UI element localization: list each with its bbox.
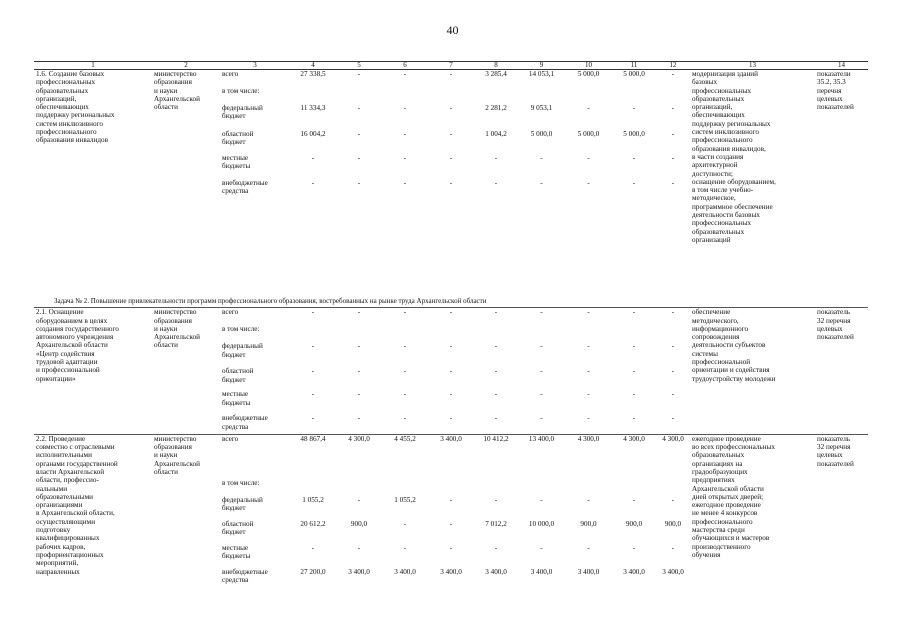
column-number: 8 xyxy=(474,62,518,70)
activity-executor: министерство образования и науки Архангельской области xyxy=(154,70,200,112)
funding-value: - xyxy=(540,154,543,162)
funding-value: - xyxy=(449,414,453,423)
funding-value: - xyxy=(449,519,453,528)
funding-value: - xyxy=(357,154,361,162)
activity-name: 2.1. Оснащение оборудованием в целях создания государственного автономного учреждения Архангельской области «Центр содействия трудовой адаптации и профессиональной ориентации» xyxy=(36,308,119,383)
funding-value: - xyxy=(632,154,636,162)
funding-value: 9 053,1 xyxy=(530,104,553,112)
funding-row xyxy=(34,435,868,479)
funding-value xyxy=(382,325,428,342)
funding-value: - xyxy=(403,104,407,112)
funding-source: областной бюджет xyxy=(222,367,254,384)
funding-source: федеральный бюджет xyxy=(222,495,263,513)
funding-value: - xyxy=(494,414,498,423)
funding-value: 5 000,0 xyxy=(577,130,600,138)
column-number: 2 xyxy=(152,62,220,70)
funding-value xyxy=(518,479,565,496)
funding-value: - xyxy=(632,495,636,504)
funding-value: - xyxy=(311,543,315,552)
funding-source: всего xyxy=(222,434,239,443)
funding-value: - xyxy=(357,104,361,112)
funding-value: - xyxy=(671,179,675,187)
column-number: 7 xyxy=(428,62,474,70)
funding-value: 3 400,0 xyxy=(577,567,600,576)
funding-value: - xyxy=(494,495,498,504)
funding-value: - xyxy=(632,308,636,317)
funding-value: - xyxy=(632,543,636,552)
column-number: 9 xyxy=(518,62,565,70)
funding-value: 900,0 xyxy=(350,519,368,528)
funding-value: - xyxy=(632,342,636,351)
funding-value: 4 300,0 xyxy=(577,434,600,443)
funding-value: - xyxy=(494,543,498,552)
task-heading-row xyxy=(34,289,868,308)
funding-value xyxy=(656,87,690,104)
funding-source: местные бюджеты xyxy=(222,154,251,171)
funding-value: - xyxy=(632,390,636,399)
funding-value xyxy=(565,325,612,342)
task-heading: Задача № 2. Повышение привлекательности программ профессионального образования, востребованных на рынке труда Архангельской области xyxy=(54,297,487,305)
funding-value xyxy=(336,479,382,496)
funding-value: 3 400,0 xyxy=(440,434,462,443)
column-number: 6 xyxy=(382,62,428,70)
funding-value: - xyxy=(449,179,453,187)
funding-source: внебюджетные средства xyxy=(222,179,268,196)
funding-value: - xyxy=(671,154,675,162)
funding-value: - xyxy=(449,70,453,78)
funding-source: местные бюджеты xyxy=(222,390,251,407)
funding-value: - xyxy=(632,367,636,376)
program-table-body xyxy=(34,62,868,610)
funding-value: - xyxy=(357,414,361,423)
funding-value: - xyxy=(671,495,675,504)
funding-value xyxy=(382,479,428,496)
funding-value xyxy=(565,87,612,104)
funding-value: 900,0 xyxy=(580,519,597,528)
funding-value: 3 400,0 xyxy=(662,567,684,576)
funding-value xyxy=(382,87,428,104)
funding-value: - xyxy=(357,495,361,504)
funding-value: - xyxy=(671,543,675,552)
funding-value: - xyxy=(403,342,407,351)
funding-value: - xyxy=(494,308,498,317)
funding-value: - xyxy=(494,390,498,399)
funding-value: - xyxy=(357,130,361,138)
funding-value xyxy=(474,325,518,342)
funding-value xyxy=(474,479,518,496)
funding-value: - xyxy=(357,543,361,552)
funding-value: - xyxy=(671,390,675,399)
funding-value: 5 000,0 xyxy=(577,70,600,78)
funding-value xyxy=(428,87,474,104)
funding-value: - xyxy=(449,104,453,112)
funding-value: - xyxy=(540,495,543,504)
column-number: 4 xyxy=(290,62,336,70)
column-number: 12 xyxy=(656,62,690,70)
funding-source: в том числе: xyxy=(222,325,260,334)
funding-value: 4 455,2 xyxy=(394,434,416,443)
funding-source: всего xyxy=(222,308,239,317)
funding-value xyxy=(336,325,382,342)
funding-value: - xyxy=(540,179,543,187)
funding-value: 20 612,2 xyxy=(300,519,326,528)
funding-value: - xyxy=(587,179,590,187)
funding-value: - xyxy=(671,130,675,138)
funding-value: 27 338,5 xyxy=(300,70,326,78)
funding-value: 4 300,0 xyxy=(623,434,645,443)
funding-value: 11 334,3 xyxy=(300,104,326,112)
funding-value: 900,0 xyxy=(664,519,682,528)
activity-executor: министерство образования и науки Архангельской области xyxy=(154,308,200,350)
funding-value: - xyxy=(357,390,361,399)
funding-value: 27 200,0 xyxy=(300,567,326,576)
funding-value: 3 400,0 xyxy=(485,567,507,576)
funding-value: - xyxy=(449,154,453,162)
funding-value: - xyxy=(540,543,543,552)
funding-value: 3 400,0 xyxy=(394,567,416,576)
funding-value: - xyxy=(449,367,453,376)
funding-source: внебюджетные средства xyxy=(222,567,268,585)
funding-value: - xyxy=(587,342,590,351)
funding-value: - xyxy=(671,308,675,317)
column-number: 3 xyxy=(220,62,290,70)
funding-source: в том числе: xyxy=(222,87,260,95)
funding-value xyxy=(518,325,565,342)
funding-value: 10 412,2 xyxy=(483,434,509,443)
funding-value: 900,0 xyxy=(625,519,643,528)
funding-value: - xyxy=(403,130,407,138)
funding-value xyxy=(565,479,612,496)
funding-value: 5 000,0 xyxy=(530,130,553,138)
funding-value xyxy=(336,87,382,104)
target-indicator: показатели 35.2, 35.3 перечня целевых показателей xyxy=(817,70,854,112)
funding-value: 1 055,2 xyxy=(302,495,324,504)
funding-value: - xyxy=(403,367,407,376)
activity-executor: министерство образования и науки Архангельской области xyxy=(154,434,200,476)
funding-value xyxy=(290,479,336,496)
funding-value: - xyxy=(671,367,675,376)
funding-value: 10 000,0 xyxy=(528,519,555,528)
funding-value: 16 004,2 xyxy=(300,130,326,138)
funding-value: - xyxy=(357,342,361,351)
funding-value: - xyxy=(671,414,675,423)
funding-value: 3 400,0 xyxy=(348,567,370,576)
funding-value: - xyxy=(449,543,453,552)
funding-value: - xyxy=(403,179,407,187)
funding-value: - xyxy=(403,390,407,399)
program-table xyxy=(34,61,868,610)
funding-value: 14 053,1 xyxy=(528,70,555,78)
funding-value: - xyxy=(671,342,675,351)
funding-value xyxy=(518,87,565,104)
funding-value xyxy=(612,479,656,496)
funding-value: - xyxy=(587,390,590,399)
target-indicator: показатель 32 перечня целевых показателей xyxy=(817,308,854,342)
funding-value xyxy=(290,87,336,104)
funding-value: - xyxy=(449,390,453,399)
funding-value: 3 400,0 xyxy=(530,567,553,576)
funding-source: внебюджетные средства xyxy=(222,414,268,431)
funding-value: - xyxy=(587,543,590,552)
activity-name: 2.2. Проведение совместно с отраслевыми исполнительными органами государственной власти Архангельской области, профессио- нальными образовательными организациями в Архангельской области, осуществляющими подготовку квалифицированных рабочих кадров, профориентационных мероприятий, направленных xyxy=(36,434,118,576)
funding-value: 3 400,0 xyxy=(623,567,645,576)
funding-value: - xyxy=(357,308,361,317)
funding-value: 48 867,4 xyxy=(300,434,326,443)
funding-value: - xyxy=(357,70,361,78)
expected-result: обеспечение методического, информационного сопровождения деятельности субъектов системы профессиональной ориентации и содействия трудоустройству молодежи xyxy=(692,308,776,383)
funding-value: 13 400,0 xyxy=(528,434,555,443)
funding-value: - xyxy=(494,179,498,187)
funding-value xyxy=(474,87,518,104)
funding-value: 3 285,4 xyxy=(485,70,507,78)
column-number: 1 xyxy=(34,62,152,70)
funding-value: - xyxy=(587,414,590,423)
funding-value xyxy=(428,479,474,496)
funding-value: - xyxy=(494,342,498,351)
funding-source: местные бюджеты xyxy=(222,543,251,561)
column-number: 13 xyxy=(690,62,815,70)
funding-value: 2 281,2 xyxy=(485,104,507,112)
funding-value: - xyxy=(311,342,315,351)
funding-value: - xyxy=(494,367,498,376)
funding-value xyxy=(656,325,690,342)
funding-source: областной бюджет xyxy=(222,130,254,147)
funding-value: 5 000,0 xyxy=(623,70,645,78)
funding-value: - xyxy=(403,70,407,78)
funding-value: 7 012,2 xyxy=(485,519,507,528)
funding-value: - xyxy=(540,367,543,376)
funding-value: - xyxy=(403,543,407,552)
funding-value: - xyxy=(357,367,361,376)
funding-value: - xyxy=(449,308,453,317)
funding-value: - xyxy=(587,104,590,112)
column-number-header xyxy=(34,62,868,70)
funding-value: 5 000,0 xyxy=(623,130,645,138)
funding-value: - xyxy=(671,104,675,112)
column-number: 5 xyxy=(336,62,382,70)
funding-value: - xyxy=(587,154,590,162)
funding-value: 4 300,0 xyxy=(662,434,684,443)
funding-source: в том числе: xyxy=(222,478,260,487)
funding-value: - xyxy=(311,367,315,376)
funding-value: - xyxy=(449,495,453,504)
funding-value: - xyxy=(540,390,543,399)
funding-value: 3 400,0 xyxy=(440,567,462,576)
funding-row xyxy=(34,70,868,87)
funding-value: - xyxy=(632,414,636,423)
funding-value: - xyxy=(494,154,498,162)
funding-source: областной бюджет xyxy=(222,519,254,537)
funding-source: всего xyxy=(222,70,239,78)
column-number: 10 xyxy=(565,62,612,70)
funding-value: - xyxy=(403,519,407,528)
funding-value: - xyxy=(587,367,590,376)
target-indicator: показатель 32 перечня целевых показателей xyxy=(817,434,854,468)
funding-value: - xyxy=(671,70,675,78)
funding-value: 1 055,2 xyxy=(394,495,416,504)
funding-value: - xyxy=(311,390,315,399)
funding-value: - xyxy=(587,495,590,504)
funding-value: - xyxy=(632,104,636,112)
funding-value: - xyxy=(403,154,407,162)
funding-value xyxy=(612,87,656,104)
page-number: 40 xyxy=(446,23,459,37)
funding-value: - xyxy=(403,414,407,423)
expected-result: ежегодное проведение во всех профессиональных образовательных организациях на градообразующих предприятиях Архангельской области дней открытых дверей; ежегодное проведение не менее 4 конкурсов профессионального мастерства среди обучающихся и мастеров производственного обучения xyxy=(692,434,775,559)
funding-value: - xyxy=(540,414,543,423)
expected-result: модернизация зданий базовых профессиональных образовательных организаций, обеспечивающих поддержку региональных систем инклюзивного профессионального образования инвалидов, в части создания архитектурной доступности; оснащение оборудованием, в том числе учебно- методическое, программное обеспечение деятельности базовых профессиональных образовательных организаций xyxy=(692,70,776,244)
funding-value: - xyxy=(311,308,315,317)
funding-value xyxy=(428,325,474,342)
funding-value xyxy=(290,325,336,342)
funding-value: 4 300,0 xyxy=(348,434,370,443)
funding-value: - xyxy=(540,308,543,317)
funding-value: - xyxy=(540,342,543,351)
funding-value: - xyxy=(587,308,590,317)
funding-value: - xyxy=(403,308,407,317)
funding-value: - xyxy=(311,179,315,187)
funding-value: - xyxy=(311,414,315,423)
funding-value xyxy=(656,479,690,496)
funding-value: - xyxy=(632,179,636,187)
funding-row xyxy=(34,308,868,325)
funding-value: - xyxy=(449,130,453,138)
column-number: 11 xyxy=(612,62,656,70)
funding-value: - xyxy=(357,179,361,187)
funding-value: - xyxy=(311,154,315,162)
funding-value: - xyxy=(449,342,453,351)
funding-value xyxy=(612,325,656,342)
column-number: 14 xyxy=(815,62,868,70)
funding-source: федеральный бюджет xyxy=(222,104,263,121)
funding-source: федеральный бюджет xyxy=(222,342,263,359)
activity-name: 1.6. Создание базовых профессиональных образовательных организаций, обеспечивающих поддержку региональных систем инклюзивного профессионального образования инвалидов xyxy=(36,70,115,145)
funding-value: 1 004,2 xyxy=(485,130,507,138)
